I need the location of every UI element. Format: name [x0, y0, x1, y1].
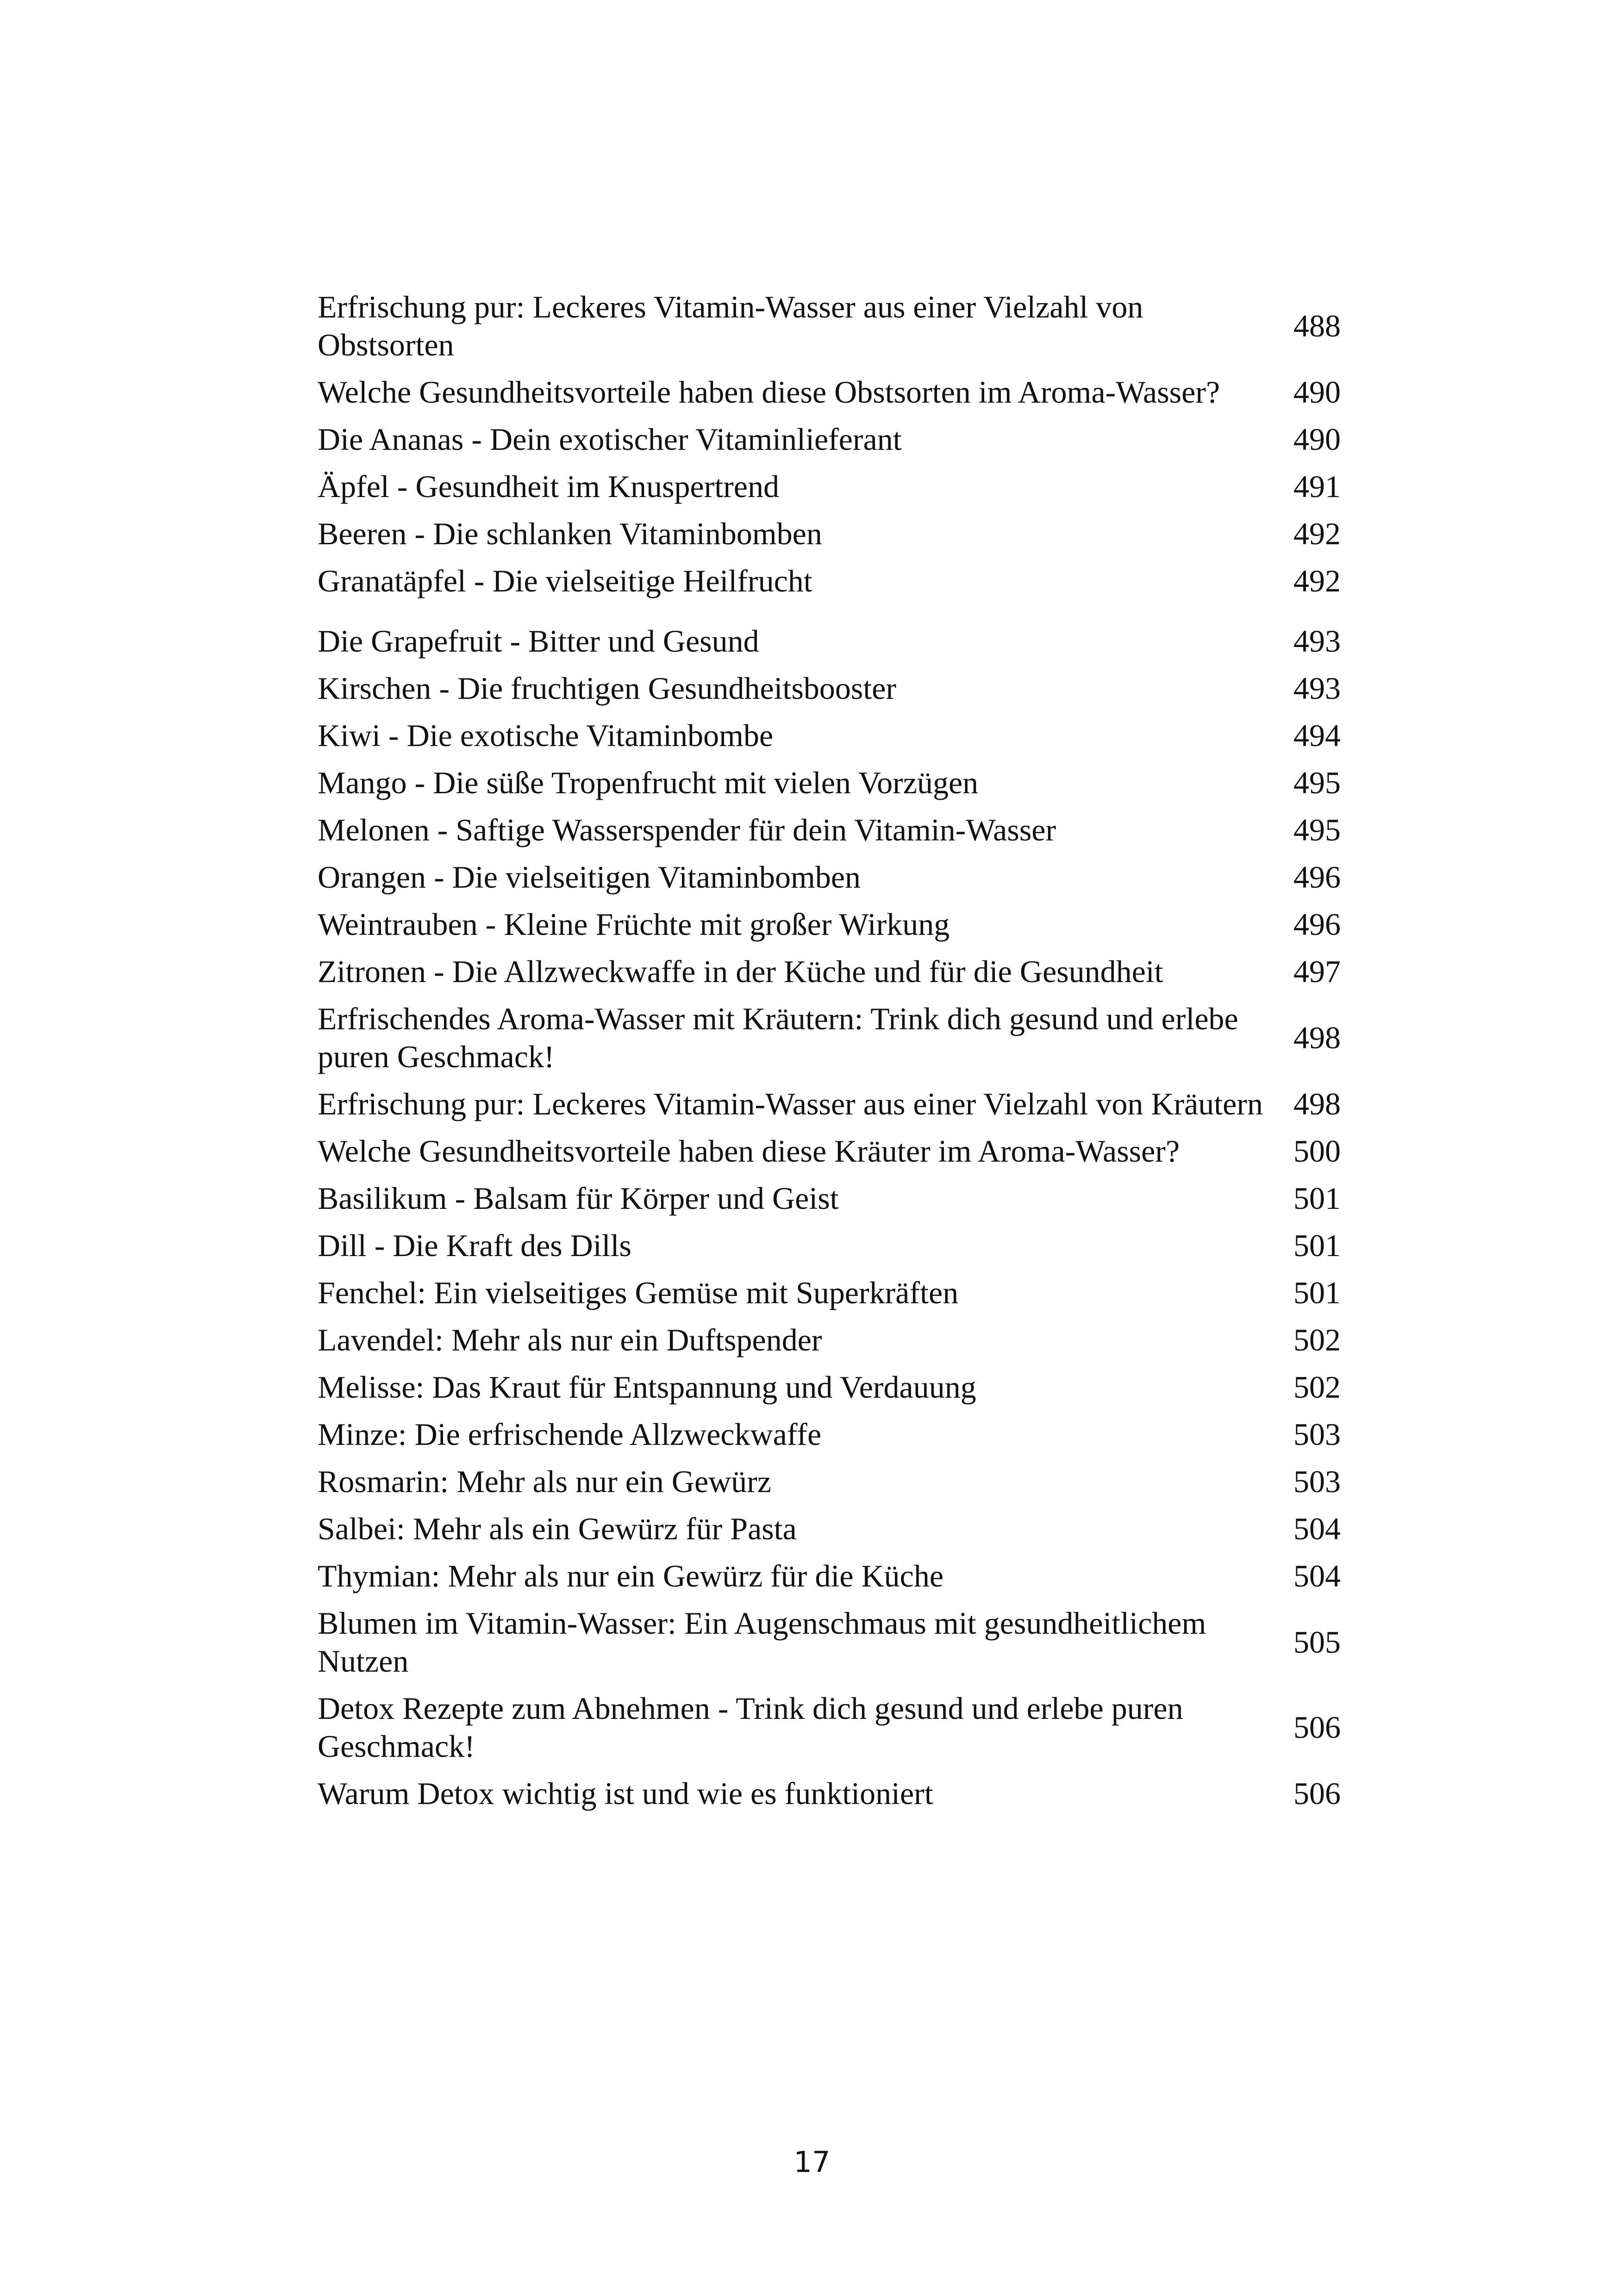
toc-entry-page: 497 [1293, 954, 1341, 989]
toc-entry-title: Erfrischendes Aroma-Wasser mit Kräutern: Trink dich gesund und erlebe puren Geschmack! [318, 1001, 1238, 1074]
toc-entry-page: 488 [1293, 308, 1341, 343]
toc-entry-page: 492 [1293, 516, 1341, 551]
toc-entry [318, 288, 1341, 364]
toc-entry [318, 1368, 1341, 1406]
toc-entry-page: 498 [1293, 1020, 1341, 1055]
toc-entry-title: Zitronen - Die Allzweckwaffe in der Küche und für die Gesundheit [318, 954, 1163, 989]
toc-entry-title: Beeren - Die schlanken Vitaminbomben [318, 516, 822, 551]
toc-entry-title: Welche Gesundheitsvorteile haben diese Obstsorten im Aroma-Wasser? [318, 374, 1220, 410]
toc-entry-page: 491 [1293, 469, 1341, 504]
toc-entry [318, 1510, 1341, 1548]
toc-entry-title: Warum Detox wichtig ist und wie es funktioniert [318, 1776, 933, 1811]
toc-entry-page: 506 [1293, 1710, 1341, 1745]
toc-entry [318, 562, 1341, 600]
toc-entry-page: 503 [1293, 1417, 1341, 1452]
toc-entry-page: 493 [1293, 671, 1341, 706]
toc-entry [318, 811, 1341, 849]
toc-entry-page: 504 [1293, 1558, 1341, 1593]
toc-entry [318, 952, 1341, 990]
toc-entry [318, 905, 1341, 943]
toc-entry-page: 503 [1293, 1464, 1341, 1499]
toc-entry [318, 1774, 1341, 1812]
toc-entry-page: 505 [1293, 1624, 1341, 1660]
toc-entry [318, 1179, 1341, 1217]
toc-entry-title: Erfrischung pur: Leckeres Vitamin-Wasser aus einer Vielzahl von Obstsorten [318, 289, 1143, 362]
toc-entry [318, 622, 1341, 660]
toc-entry [318, 1000, 1341, 1076]
toc-entry-page: 496 [1293, 859, 1341, 895]
toc-entry-title: Thymian: Mehr als nur ein Gewürz für die Küche [318, 1558, 943, 1593]
toc-entry [318, 467, 1341, 505]
page-number: 17 [793, 2145, 831, 2179]
toc-entry-page: 502 [1293, 1322, 1341, 1357]
toc-entry-title: Die Ananas - Dein exotischer Vitaminlieferant [318, 422, 902, 457]
toc-entry-page: 495 [1293, 765, 1341, 800]
toc-entry [318, 1226, 1341, 1264]
toc-entry-title: Melisse: Das Kraut für Entspannung und Verdauung [318, 1369, 976, 1405]
toc-entry-page: 500 [1293, 1133, 1341, 1169]
toc-entry-title: Kiwi - Die exotische Vitaminbombe [318, 718, 774, 753]
toc-entry-title: Detox Rezepte zum Abnehmen - Trink dich gesund und erlebe puren Geschmack! [318, 1691, 1183, 1764]
toc-entry [318, 1604, 1341, 1680]
toc-entry-page: 490 [1293, 374, 1341, 410]
toc-entry-page: 501 [1293, 1181, 1341, 1216]
toc-entry-page: 502 [1293, 1369, 1341, 1405]
toc-entry [318, 1132, 1341, 1170]
toc-entry-title: Lavendel: Mehr als nur ein Duftspender [318, 1322, 822, 1357]
toc-entry-title: Salbei: Mehr als ein Gewürz für Pasta [318, 1511, 797, 1546]
toc-entry [318, 1321, 1341, 1359]
toc-entry-title: Weintrauben - Kleine Früchte mit großer Wirkung [318, 907, 950, 942]
toc-entry [318, 669, 1341, 707]
toc-entry-page: 495 [1293, 812, 1341, 847]
toc-entry-page: 498 [1293, 1086, 1341, 1121]
toc-entry-title: Kirschen - Die fruchtigen Gesundheitsbooster [318, 671, 897, 706]
toc-entry [318, 515, 1341, 553]
toc-entry-page: 506 [1293, 1776, 1341, 1811]
toc-entry-title: Granatäpfel - Die vielseitige Heilfrucht [318, 563, 812, 598]
toc-entry-page: 493 [1293, 623, 1341, 659]
toc-entry-page: 496 [1293, 907, 1341, 942]
toc-entry-title: Basilikum - Balsam für Körper und Geist [318, 1181, 839, 1216]
toc-entry-title: Welche Gesundheitsvorteile haben diese Kräuter im Aroma-Wasser? [318, 1133, 1180, 1169]
toc-entry [318, 716, 1341, 754]
toc-entry-title: Blumen im Vitamin-Wasser: Ein Augenschmaus mit gesundheitlichem Nutzen [318, 1605, 1206, 1679]
toc-entry-page: 504 [1293, 1511, 1341, 1546]
toc-entry [318, 764, 1341, 802]
toc-entry-page: 501 [1293, 1275, 1341, 1310]
toc-entry-title: Fenchel: Ein vielseitiges Gemüse mit Superkräften [318, 1275, 959, 1310]
toc-entry [318, 1557, 1341, 1595]
toc-entry-page: 501 [1293, 1228, 1341, 1263]
toc-entry-title: Dill - Die Kraft des Dills [318, 1228, 631, 1263]
toc-entry-title: Melonen - Saftige Wasserspender für dein Vitamin-Wasser [318, 812, 1056, 847]
toc-entry-title: Äpfel - Gesundheit im Knuspertrend [318, 469, 780, 504]
toc-entry [318, 1462, 1341, 1500]
toc-entry [318, 858, 1341, 896]
toc-entry [318, 1415, 1341, 1453]
toc-entry-title: Rosmarin: Mehr als nur ein Gewürz [318, 1464, 772, 1499]
toc-entry-page: 492 [1293, 563, 1341, 598]
toc-entry-page: 490 [1293, 422, 1341, 457]
toc-entry-title: Mango - Die süße Tropenfrucht mit vielen Vorzügen [318, 765, 979, 800]
toc-entry-title: Minze: Die erfrischende Allzweckwaffe [318, 1417, 822, 1452]
toc-entry [318, 373, 1341, 411]
toc-entry [318, 1689, 1341, 1765]
table-of-contents [318, 288, 1341, 1822]
toc-entry-title: Erfrischung pur: Leckeres Vitamin-Wasser aus einer Vielzahl von Kräutern [318, 1086, 1263, 1121]
toc-entry [318, 1274, 1341, 1312]
toc-entry-page: 494 [1293, 718, 1341, 753]
toc-entry-title: Die Grapefruit - Bitter und Gesund [318, 623, 759, 659]
toc-entry-title: Orangen - Die vielseitigen Vitaminbomben [318, 859, 861, 895]
toc-entry [318, 420, 1341, 458]
toc-entry [318, 1085, 1341, 1123]
